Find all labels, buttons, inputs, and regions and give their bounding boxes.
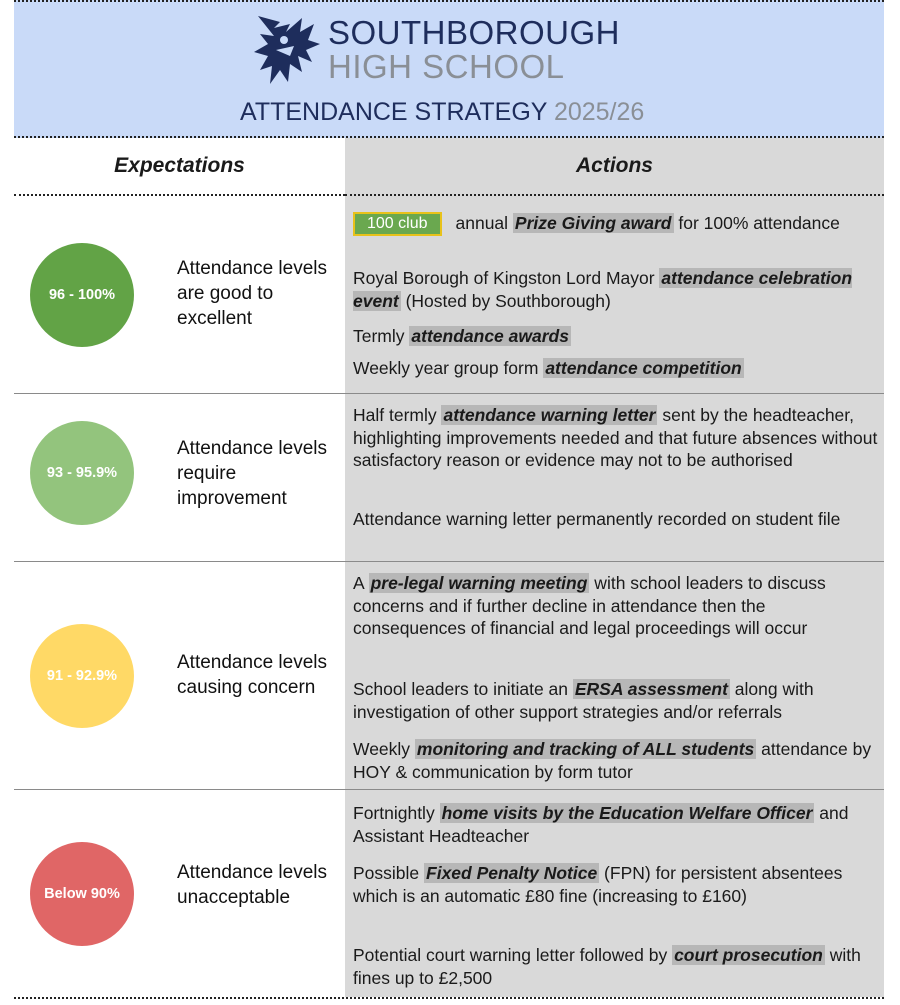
highlight: attendance awards [411,326,569,346]
highlight: Fixed Penalty Notice [426,863,598,883]
level-label: Attendance levels causing concern [177,652,327,698]
action-item: School leaders to initiate an ERSA assessment along with investigation of other support strategies and/or referrals [353,679,814,722]
highlight: pre-legal warning meeting [370,573,588,593]
highlight: ERSA assessment [574,679,728,699]
row-unacceptable [14,790,884,997]
action-item: Fortnightly home visits by the Education Welfare Officer and Assistant Headteacher [353,803,849,846]
attendance-badge: Below 90% [30,842,134,946]
highlight: attendance warning letter [443,405,656,425]
column-heading-expectations: Expectations [14,138,345,196]
school-name-line-2: HIGH SCHOOL [328,48,565,85]
level-label: Attendance levels unacceptable [177,862,327,908]
row-require-improvement [14,394,884,562]
action-item: Half termly attendance warning letter sent by the headteacher, highlighting improvements needed and that future absences without satisfactory reason or evidence may not to be authorised [353,405,878,470]
action-item: Potential court warning letter followed by court prosecution with fines up to £2,500 [353,945,861,988]
level-label: Attendance levels are good to excellent [177,258,327,329]
school-name-line-1: SOUTHBOROUGH [328,14,621,51]
highlight: attendance competition [545,358,742,378]
row-good-to-excellent [14,196,884,394]
level-label: Attendance levels require improvement [177,438,327,509]
highlight: court prosecution [674,945,823,965]
strategy-title-text: ATTENDANCE STRATEGY [240,98,547,126]
action-item: Possible Fixed Penalty Notice (FPN) for persistent absentees which is an automatic £80 fine (increasing to £160) [353,863,843,906]
action-item: Attendance warning letter permanently recorded on student file [353,509,841,529]
header-band [14,0,884,138]
action-item: Termly attendance awards [353,326,569,346]
strategy-year: 2025/26 [553,98,645,126]
action-item: 100 club annual Prize Giving award for 100% attendance [353,212,878,236]
highlight: home visits by the Education Welfare Officer [441,803,813,823]
attendance-badge: 93 - 95.9% [30,421,134,525]
action-item: Royal Borough of Kingston Lord Mayor attendance celebration event (Hosted by Southborough) [353,268,853,311]
action-item: Weekly year group form attendance competition [353,358,742,378]
griffin-logo-icon [250,10,328,90]
attendance-badge: 91 - 92.9% [30,624,134,728]
attendance-badge: 96 - 100% [30,243,134,347]
highlight: attendance celebration event [353,268,853,311]
action-item: A pre-legal warning meeting with school leaders to discuss concerns and if further decline in attendance then the consequences of financial and legal proceedings will occur [353,573,826,638]
club-tag: 100 club [353,212,442,236]
action-item: Weekly monitoring and tracking of ALL students attendance by HOY & communication by form tutor [353,739,872,782]
column-heading-actions: Actions [345,138,884,196]
highlight: Prize Giving award [514,213,672,233]
strategy-title [240,98,644,127]
row-causing-concern [14,562,884,790]
bottom-border [14,997,884,999]
highlight: monitoring and tracking of ALL students [416,739,755,759]
attendance-strategy-sheet [14,0,884,1000]
